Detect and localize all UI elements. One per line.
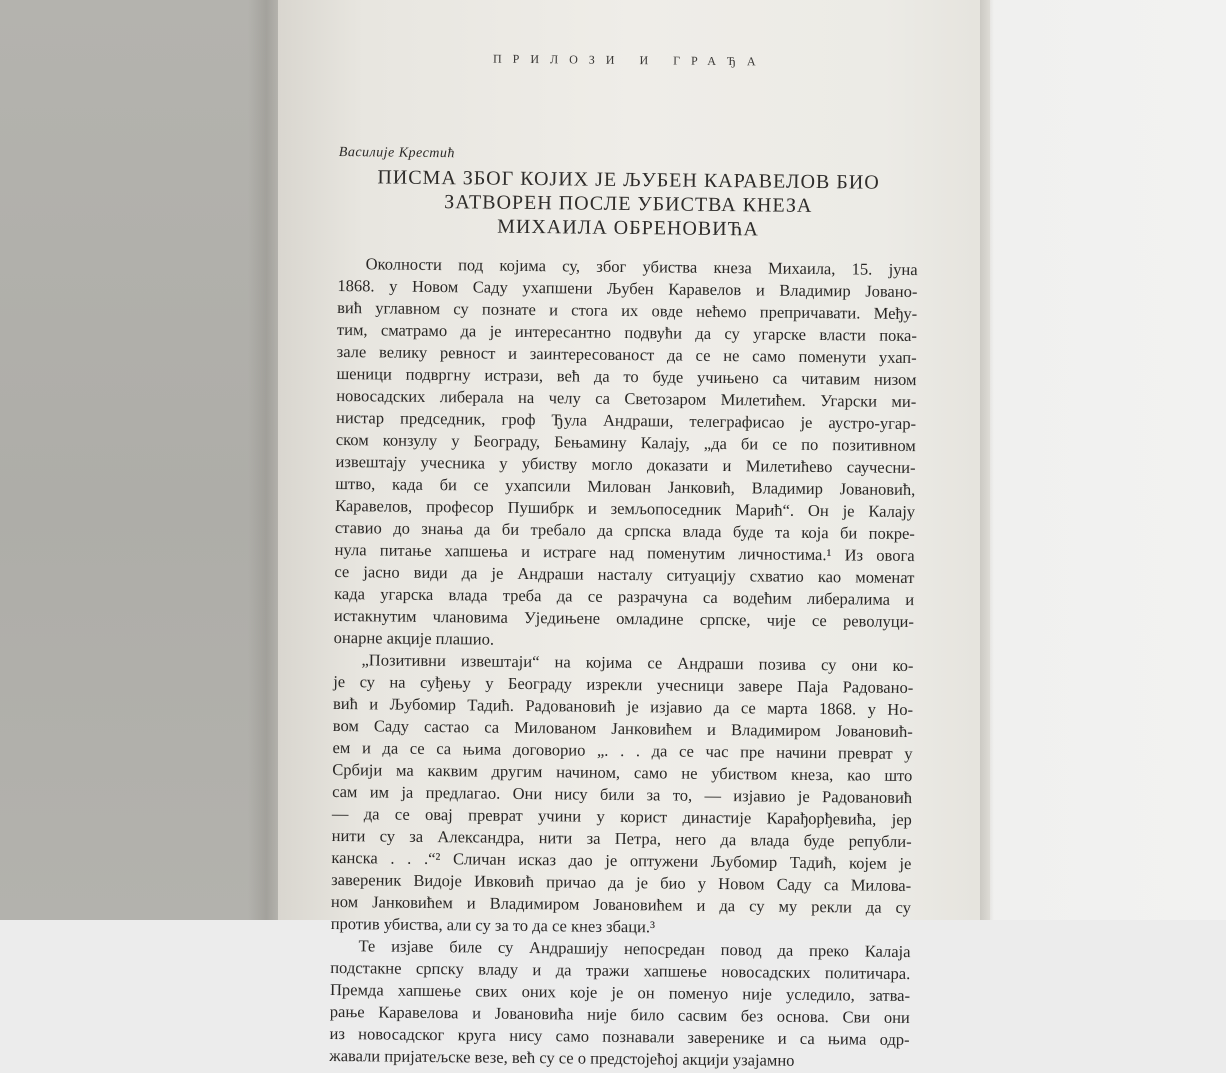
text-line: Те изјаве биле су Андрашију непосредан повод да преко Калаја: [358, 936, 911, 962]
text-line: из новосадског круга нису само познавали заверенике и са њима одр-: [329, 1023, 910, 1050]
text-line: истакнутим члановима Уједињене омладине српске, чије се револуци-: [333, 605, 915, 632]
text-line: Премда хапшење свих оних које је он поменуо није уследило, затва-: [329, 979, 911, 1006]
text-line: ном Јанковићем и Владимиром Јовановићем и да су му рекли да су: [330, 891, 912, 918]
paragraph: [331, 649, 914, 941]
book-cover-left: [0, 0, 290, 920]
text-line: рање Каравелова и Јовановића није било сасвим без основа. Сви они: [329, 1001, 910, 1028]
text-line: извештају учесника у убиству могло доказати и Милетићево саучесни-: [335, 451, 916, 478]
text-line: када угарска влада треба да се разрачуна са водећим либералима и: [334, 583, 915, 610]
title-line: ЗАТВОРЕН ПОСЛЕ УБИСТВА КНЕЗА: [444, 191, 813, 217]
text-line: новосадских либерала на челу са Светозаром Милетићем. Угарски ми-: [336, 385, 917, 412]
text-line: онарне акције плашио.: [333, 627, 495, 649]
running-head: ПРИЛОЗИ И ГРАЂА: [492, 51, 767, 69]
text-line: ставио до знања да би требало да српска влада буде та која би покре-: [334, 517, 915, 544]
text-line: ем и да се са њима договорио „. . . да се час пре начини преврат у: [332, 737, 913, 764]
text-line: Србији ма каквим другим начином, само не убиством кнеза, као што: [332, 759, 913, 786]
text-line: вић и Љубомир Тадић. Радовановић је изјавио да се марта 1868. у Но-: [332, 693, 914, 720]
text-line: вом Саду састао са Милованом Јанковићем и Владимиром Јовановић-: [332, 715, 913, 742]
text-line: подстакне српску владу и да тражи хапшење новосадских политичара.: [330, 957, 911, 984]
title-line: МИХАИЛА ОБРЕНОВИЋА: [497, 215, 760, 241]
body-text: [329, 253, 917, 1073]
page-edge: [980, 0, 994, 920]
text-line: нити су за Александра, нити за Петра, него да влада буде републи-: [331, 825, 912, 852]
page-text: [329, 40, 920, 1073]
paragraph: [329, 935, 910, 1073]
text-line: „Позитивни извештаји“ на којима се Андраши позива су они ко-: [361, 650, 914, 676]
text-line: зале велику ревност и заинтересованост да се не само поменути ухап-: [336, 341, 917, 368]
text-line: 1868. у Новом Саду ухапшени Љубен Каравелов и Владимир Јовано-: [337, 275, 918, 302]
paragraph: [334, 253, 918, 655]
text-line: штво, када би се ухапсили Милован Јанковић, Владимир Јовановић,: [335, 473, 916, 500]
text-line: шеници подвргну истрази, већ да то буде учињено са читавим низом: [336, 363, 917, 390]
text-line: тим, сматрамо да је интересантно подвући да су угарске власти пока-: [336, 319, 918, 346]
text-line: сам им ја предлагао. Они нису били за то, — изјавио је Радовановић: [332, 781, 913, 808]
text-line: — да се овај преврат учини у корист династије Карађорђевића, јер: [331, 803, 912, 830]
text-line: против убиства, али су за то да се кнез збаци.³: [330, 913, 656, 937]
text-line: ском конзулу у Београду, Бењамину Калају, „да би се по позитивном: [335, 429, 916, 456]
text-line: канска . . .“² Сличан исказ дао је оптужени Љубомир Тадић, којем је: [331, 847, 912, 874]
article-title: [338, 165, 919, 243]
author-name: Василије Крестић: [338, 144, 456, 162]
text-line: завереник Видоје Ивковић причао да је био у Новом Саду са Милова-: [331, 869, 912, 896]
text-line: се јасно види да је Андраши насталу ситуацију схватио као моменат: [334, 561, 915, 588]
text-line: вић углавном су познате и стога их овде нећемо препричавати. Међу-: [337, 297, 918, 324]
title-line: ПИСМА ЗБОГ КОЈИХ ЈЕ ЉУБЕН КАРАВЕЛОВ БИО: [377, 166, 880, 194]
text-line: нула питање хапшења и истраге над поменутим личностима.¹ Из овога: [334, 539, 915, 566]
text-line: Околности под којима су, због убиства кнеза Михаила, 15. јуна: [365, 254, 918, 280]
text-line: жавали пријатељске везе, већ су се о предстојећој акцији узајамно: [329, 1045, 795, 1070]
text-line: је су на суђењу у Београду изрекли учесници завере Паја Радовано-: [333, 671, 914, 698]
text-line: нистар председник, гроф Ђула Андраши, телеграфисао је аустро-угар-: [335, 407, 917, 434]
text-line: Каравелов, професор Пушибрк и земљопоседник Марић“. Он је Калају: [335, 495, 916, 522]
